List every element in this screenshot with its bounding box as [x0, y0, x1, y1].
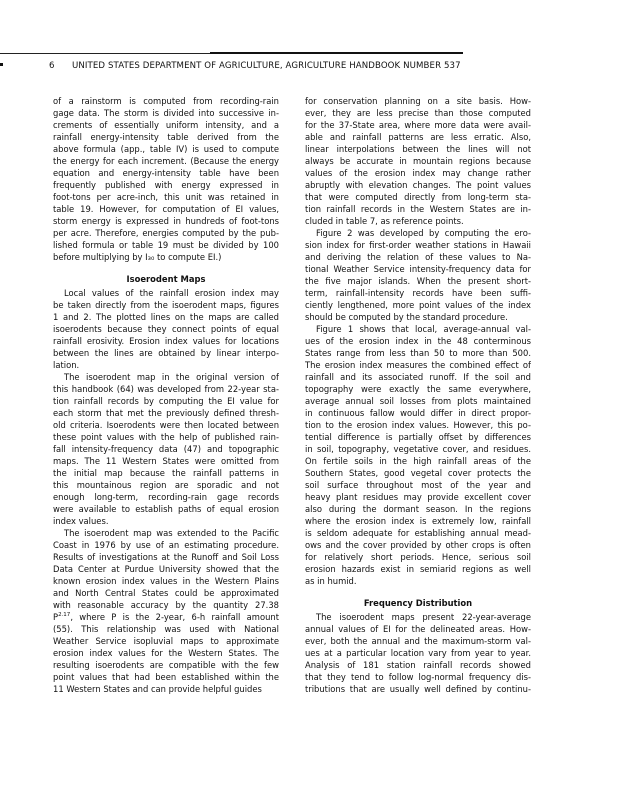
text-line: tion rainfall records by computing the EI value for [53, 396, 279, 406]
text-line: sion index for first-order weather stations in Hawaii [305, 240, 531, 250]
text-line: erosion hazards exist in semiarid regions as well [305, 564, 531, 574]
text-line: rainfall energy-intensity table derived from the [53, 132, 279, 142]
text-line: linear interpolations between the lines will not [305, 144, 531, 154]
paragraph [305, 227, 531, 323]
text-line: lation. [53, 360, 80, 370]
text-line: topography were exactly the same everywhere, [305, 384, 531, 394]
text-line: tional Weather Service intensity-frequency data for [305, 264, 531, 274]
scan-mark [0, 63, 3, 66]
text-line: heavy plant residues may provide excellent cover [305, 492, 531, 502]
text-line: rainfall and its associated runoff. If the soil and [305, 372, 531, 382]
text-line: Results of investigations at the Runoff and Soil Loss [53, 552, 279, 562]
text-line: resulting isoerodents are compatible with the few [53, 660, 279, 670]
text-fragment: , where P is the 2-year, 6-h rainfall amount [70, 612, 279, 622]
text-line: these point values with the help of published rain- [53, 432, 279, 442]
text-line: and deriving the relation of these values to Na- [305, 252, 531, 262]
left-column [53, 95, 279, 695]
text-line: isoerodents because they connect points of equal [53, 324, 279, 334]
text-line: 1 and 2. The plotted lines on the maps are called [53, 312, 279, 322]
text-line: States range from less than 50 to more than 500. [305, 348, 531, 358]
text-line: The isoerodent map in the original version of [64, 372, 279, 382]
text-line: this mountainous region are sporadic and not [53, 480, 279, 490]
text-line: the initial map because the rainfall patterns in [53, 468, 279, 478]
text-line: the five major islands. When the present short- [305, 276, 531, 286]
text-line: point values that had been established within the [53, 672, 279, 682]
text-line: Coast in 1976 by use of an estimating procedure. [53, 540, 279, 550]
text-line: ues at a particular location vary from year to year. [305, 648, 531, 658]
paragraph [305, 611, 531, 695]
text-line: for relatively short periods. Hence, serious soil [305, 552, 531, 562]
paragraph [305, 95, 531, 227]
paragraph [53, 95, 279, 263]
text-line: crements of essentially uniform intensity, and a [53, 120, 279, 130]
text-line: gage data. The storm is divided into successive in- [53, 108, 279, 118]
text-line: values of the erosion index may change rather [305, 168, 531, 178]
text-line: tion rainfall records in the Western States are in- [305, 204, 531, 214]
text-line: maps. The 11 Western States were omitted from [53, 456, 279, 466]
paragraph [305, 323, 531, 587]
text-line: where the erosion index is extremely low, rainfall [305, 516, 531, 526]
text-line: table 19. However, for computation of EI values, [53, 204, 279, 214]
text-line: (55). This relationship was used with National [53, 624, 279, 634]
running-header [49, 61, 461, 71]
text-line: between the lines are obtained by linear interpo- [53, 348, 279, 358]
text-line: that they tend to follow log-normal frequency dis- [305, 672, 531, 682]
text-line: rainfall erosivity. Erosion index values for locations [53, 336, 279, 346]
text-line: with reasonable accuracy by the quantity 27.38 [53, 600, 279, 610]
text-line: above formula (app., table IV) is used to compute [53, 144, 279, 154]
text-line: for the 37-State area, where more data were avail- [305, 120, 531, 130]
text-line: lished formula or table 19 must be divided by 100 [53, 240, 279, 250]
text-line: cluded in table 7, as reference points. [305, 216, 464, 226]
text-line [53, 611, 279, 623]
text-line: in continuous fallow would differ in direct propor- [305, 408, 531, 418]
text-line: each storm that met the previously defined thresh- [53, 408, 279, 418]
text-line: average annual soil losses from plots maintained [305, 396, 531, 406]
text-line: Local values of the rainfall erosion index may [64, 288, 279, 298]
section-heading: Frequency Distribution [363, 598, 473, 608]
text-line: also during the dormant season. In the regions [305, 504, 531, 514]
text-line: Analysis of 181 station rainfall records showed [305, 660, 531, 670]
text-line: Figure 1 shows that local, average-annual val- [316, 324, 531, 334]
text-line: equation and energy-intensity table have been [53, 168, 279, 178]
text-line: ows and the cover provided by other crops is often [305, 540, 531, 550]
text-line: tential difference is partially offset by differences [305, 432, 531, 442]
text-line: per acre. Therefore, energies computed by the pub- [53, 228, 279, 238]
text-line: this handbook (64) was developed from 22-year sta- [53, 384, 279, 394]
text-line: as in humid. [305, 576, 357, 586]
text-line: that were computed directly from long-term sta- [305, 192, 531, 202]
text-line: and North Central States could be approximated [53, 588, 279, 598]
text-line: known erosion index values in the Western Plains [53, 576, 279, 586]
text-fragment: P [53, 612, 59, 622]
text-line: ciently lengthened, more point values of the index [305, 300, 531, 310]
text-line: were available to establish paths of equal erosion [53, 504, 279, 514]
running-title: UNITED STATES DEPARTMENT OF AGRICULTURE, AGRICULTURE HANDBOOK NUMBER 537 [72, 61, 461, 71]
text-line: Data Center at Purdue University showed that the [53, 564, 279, 574]
text-line: The isoerodent map was extended to the Pacific [64, 528, 279, 538]
text-line: before multiplying by I₃₀ to compute EI.) [53, 252, 222, 262]
right-column [305, 95, 531, 695]
page-number: 6 [49, 61, 55, 71]
text-line: is seldom adequate for establishing annual mead- [305, 528, 531, 538]
text-line: of a rainstorm is computed from recording-rain [53, 96, 279, 106]
text-line: ever, both the annual and the maximum-storm val- [305, 636, 531, 646]
text-fragment: 2.17 [58, 612, 71, 618]
text-line: tion to the erosion index values. However, this po- [305, 420, 531, 430]
text-line: soil surface throughout most of the year and [305, 480, 531, 490]
text-line: in soil, topography, vegetative cover, and residues. [305, 444, 531, 454]
text-line: Figure 2 was developed by computing the ero- [316, 228, 531, 238]
text-line: index values. [53, 516, 109, 526]
text-line: ues of the erosion index in the 48 conterminous [305, 336, 531, 346]
paragraph [53, 287, 279, 371]
text-line: tributions that are usually well defined by continu- [305, 684, 531, 694]
text-line: for conservation planning on a site basis. How- [305, 96, 531, 106]
text-line: erosion index values for the Western States. The [53, 648, 279, 658]
text-line: the energy for each increment. (Because the energy [53, 156, 279, 166]
text-line: should be computed by the standard procedure. [305, 312, 508, 322]
text-line: Weather Service isopluvial maps to approximate [53, 636, 279, 646]
text-line: enough long-term, recording-rain gage records [53, 492, 279, 502]
text-line: The erosion index measures the combined effect of [305, 360, 531, 370]
text-line: able and rainfall patterns are less erratic. Also, [305, 132, 531, 142]
text-line: The isoerodent maps present 22-year-average [316, 612, 531, 622]
section-heading: Isoerodent Maps [126, 274, 206, 284]
text-line: always be accurate in mountain regions because [305, 156, 531, 166]
text-line: ever, they are less precise than those computed [305, 108, 531, 118]
paragraph [53, 371, 279, 527]
text-line: On fertile soils in the high rainfall areas of the [305, 456, 531, 466]
paragraph [53, 527, 279, 695]
text-line: term, rainfall-intensity records have been suffi- [305, 288, 531, 298]
text-line: frequently published with energy expressed in [53, 180, 279, 190]
text-line: 11 Western States and can provide helpful guides [53, 684, 262, 694]
text-line: be taken directly from the isoerodent maps, figures [53, 300, 279, 310]
text-line: Southern States, good vegetal cover protects the [305, 468, 531, 478]
text-line: fall intensity-frequency data (47) and topographic [53, 444, 279, 454]
text-line: old criteria. Isoerodents were then located between [53, 420, 279, 430]
top-rule-thick [210, 52, 463, 54]
text-line: foot-tons per acre-inch, this unit was retained in [53, 192, 279, 202]
text-line: storm energy is expressed in hundreds of foot-tons [53, 216, 279, 226]
text-line: abruptly with elevation changes. The point values [305, 180, 531, 190]
text-line: annual values of EI for the delineated areas. How- [305, 624, 531, 634]
